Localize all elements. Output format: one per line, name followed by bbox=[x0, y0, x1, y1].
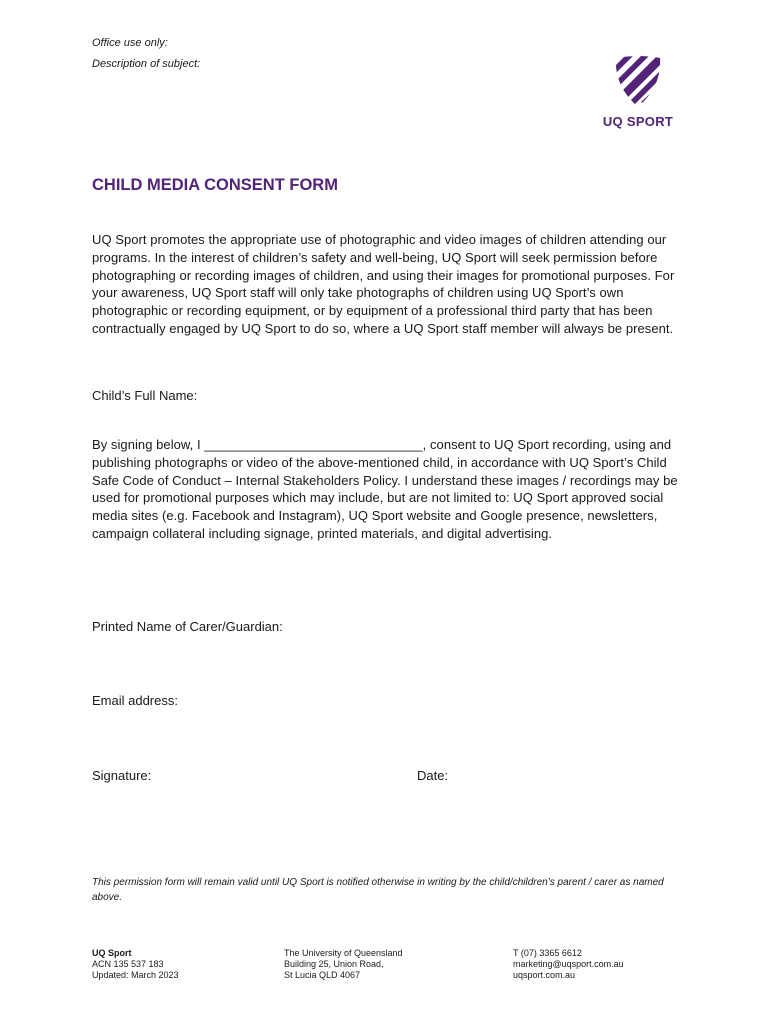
email-address-label: Email address: bbox=[92, 693, 178, 708]
validity-note: This permission form will remain valid until UQ Sport is notified otherwise in writing by the child/children’s parent / carer as named above. bbox=[92, 877, 664, 903]
date-label: Date: bbox=[417, 768, 449, 783]
description-of-subject-label: Description of subject: bbox=[92, 58, 201, 70]
consent-paragraph: By signing below, I ______________________________, consent to UQ Sport recording, using and publishing photographs or video of the above-mentioned child, in accordance with UQ Sport’s Child Safe Code of Conduct – Internal Stakeholders Policy. I understand these images / recordings may be used for promotional purposes which may include, but are not limited to: UQ Sport approved social media sites (e.g. Facebook and Instagram), UQ Sport website and Google presence, newsletters, campaign collateral including signage, printed materials, and digital advertising. bbox=[92, 437, 678, 541]
footer-email[interactable]: marketing@uqsport.com.au bbox=[513, 959, 624, 969]
footer-org-name: UQ Sport bbox=[92, 948, 132, 958]
uq-sport-wordmark: UQ SPORT bbox=[602, 114, 674, 129]
footer-acn: ACN 135 537 183 bbox=[92, 959, 164, 969]
signature-label: Signature: bbox=[92, 768, 152, 783]
footer-address-line3: St Lucia QLD 4067 bbox=[284, 970, 361, 980]
intro-paragraph: UQ Sport promotes the appropriate use of photographic and video images of children attending our programs. In the interest of children’s safety and well-being, UQ Sport will seek permission before photographing or recording images of children, and using their images for promotional purposes. For your awareness, UQ Sport staff will only take photographs of children using UQ Sport’s own photographic or recording equipment, or by equipment of a professional third party that has been contractually engaged by UQ Sport to do so, where a UQ Sport staff member will always be present. bbox=[92, 232, 675, 336]
office-use-block bbox=[92, 33, 200, 75]
printed-name-label: Printed Name of Carer/Guardian: bbox=[92, 619, 283, 634]
footer-org-block bbox=[92, 948, 179, 981]
footer-address-block bbox=[284, 948, 403, 981]
office-use-label: Office use only: bbox=[92, 37, 168, 49]
form-title: CHILD MEDIA CONSENT FORM bbox=[92, 176, 338, 194]
footer-contact-block bbox=[513, 948, 624, 981]
uq-sport-shield-icon bbox=[613, 56, 663, 108]
footer-website[interactable]: uqsport.com.au bbox=[513, 970, 576, 980]
uq-sport-logo bbox=[596, 56, 680, 132]
footer-address-line2: Building 25, Union Road, bbox=[284, 959, 384, 969]
footer-address-line1: The University of Queensland bbox=[284, 948, 403, 958]
child-full-name-label: Child’s Full Name: bbox=[92, 388, 198, 403]
footer-phone: T (07) 3365 6612 bbox=[513, 948, 582, 958]
footer-updated: Updated: March 2023 bbox=[92, 970, 179, 980]
